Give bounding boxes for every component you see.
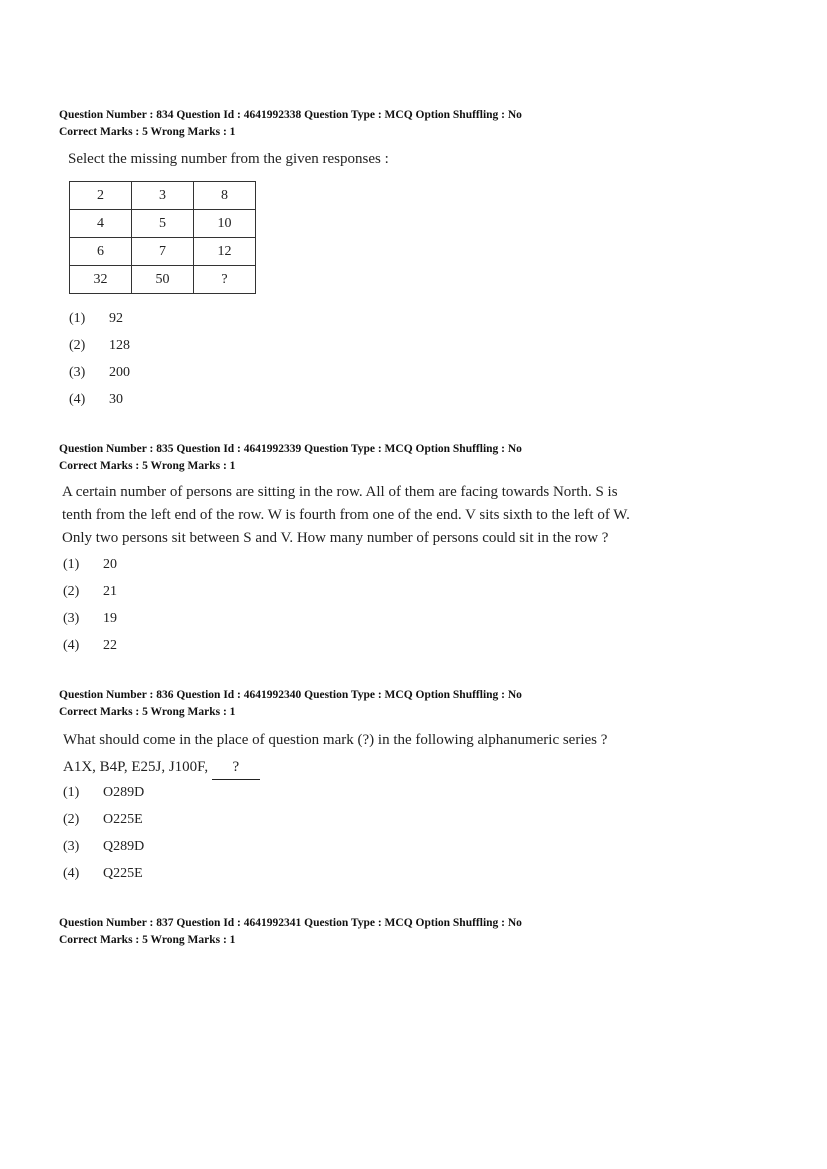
table-cell: 8 <box>194 182 256 210</box>
question-837 <box>59 915 769 949</box>
table-row <box>70 266 256 294</box>
option-text: 92 <box>109 311 123 326</box>
number-grid-table <box>69 181 256 294</box>
option-number: (4) <box>63 866 80 881</box>
option-text: 128 <box>109 338 130 353</box>
option-text: 200 <box>109 365 130 380</box>
option-3[interactable] <box>63 611 117 627</box>
option-text: 20 <box>103 557 117 572</box>
option-2[interactable] <box>69 338 130 354</box>
question-marks: Correct Marks : 5 Wrong Marks : 1 <box>59 460 236 472</box>
table-cell: 12 <box>194 238 256 266</box>
question-835 <box>59 441 769 475</box>
table-cell: 50 <box>132 266 194 294</box>
table-cell: 10 <box>194 210 256 238</box>
option-number: (2) <box>63 812 80 827</box>
option-1[interactable] <box>63 557 117 573</box>
option-text: Q289D <box>103 839 145 854</box>
option-text: Q225E <box>103 866 143 881</box>
question-meta: Question Number : 834 Question Id : 4641992338 Question Type : MCQ Option Shuffling : No <box>59 109 522 121</box>
option-text: O225E <box>103 812 143 827</box>
table-cell: 5 <box>132 210 194 238</box>
option-text: 30 <box>109 392 123 407</box>
option-1[interactable] <box>63 785 144 801</box>
table-cell: 7 <box>132 238 194 266</box>
question-stem <box>62 481 782 550</box>
question-marks: Correct Marks : 5 Wrong Marks : 1 <box>59 934 236 946</box>
stem-line: tenth from the left end of the row. W is fourth from one of the end. V sits sixth to the left of W. <box>62 507 630 523</box>
option-3[interactable] <box>69 365 130 381</box>
option-text: 21 <box>103 584 117 599</box>
option-3[interactable] <box>63 839 144 855</box>
question-meta: Question Number : 837 Question Id : 4641992341 Question Type : MCQ Option Shuffling : No <box>59 917 522 929</box>
question-stem: What should come in the place of question mark (?) in the following alphanumeric series ? <box>63 732 608 748</box>
table-row <box>70 210 256 238</box>
option-number: (4) <box>63 638 80 653</box>
option-number: (2) <box>63 584 80 599</box>
option-1[interactable] <box>69 311 123 327</box>
option-number: (1) <box>63 785 80 800</box>
question-marks: Correct Marks : 5 Wrong Marks : 1 <box>59 706 236 718</box>
series-text: A1X, B4P, E25J, J100F, <box>63 759 209 775</box>
table-cell: 32 <box>70 266 132 294</box>
question-834 <box>59 107 769 141</box>
option-4[interactable] <box>63 638 117 654</box>
option-2[interactable] <box>63 812 143 828</box>
table-cell: 6 <box>70 238 132 266</box>
question-meta: Question Number : 835 Question Id : 4641992339 Question Type : MCQ Option Shuffling : No <box>59 443 522 455</box>
option-number: (2) <box>69 338 86 353</box>
stem-line: Only two persons sit between S and V. How many number of persons could sit in the row ? <box>62 530 609 546</box>
option-number: (1) <box>63 557 80 572</box>
option-number: (3) <box>69 365 86 380</box>
table-row <box>70 238 256 266</box>
table-row <box>70 182 256 210</box>
option-number: (1) <box>69 311 86 326</box>
stem-line: A certain number of persons are sitting in the row. All of them are facing towards North. S is <box>62 484 618 500</box>
option-number: (4) <box>69 392 86 407</box>
answer-blank: ? <box>212 756 260 780</box>
question-836 <box>59 687 769 721</box>
table-cell: ? <box>194 266 256 294</box>
option-text: 19 <box>103 611 117 626</box>
option-text: 22 <box>103 638 117 653</box>
option-text: O289D <box>103 785 145 800</box>
option-number: (3) <box>63 611 80 626</box>
question-marks: Correct Marks : 5 Wrong Marks : 1 <box>59 126 236 138</box>
option-number: (3) <box>63 839 80 854</box>
table-cell: 4 <box>70 210 132 238</box>
table-cell: 2 <box>70 182 132 210</box>
question-stem: Select the missing number from the given responses : <box>68 151 389 167</box>
option-4[interactable] <box>69 392 123 408</box>
series-line <box>63 756 260 780</box>
table-cell: 3 <box>132 182 194 210</box>
option-4[interactable] <box>63 866 143 882</box>
question-meta: Question Number : 836 Question Id : 4641992340 Question Type : MCQ Option Shuffling : No <box>59 689 522 701</box>
option-2[interactable] <box>63 584 117 600</box>
